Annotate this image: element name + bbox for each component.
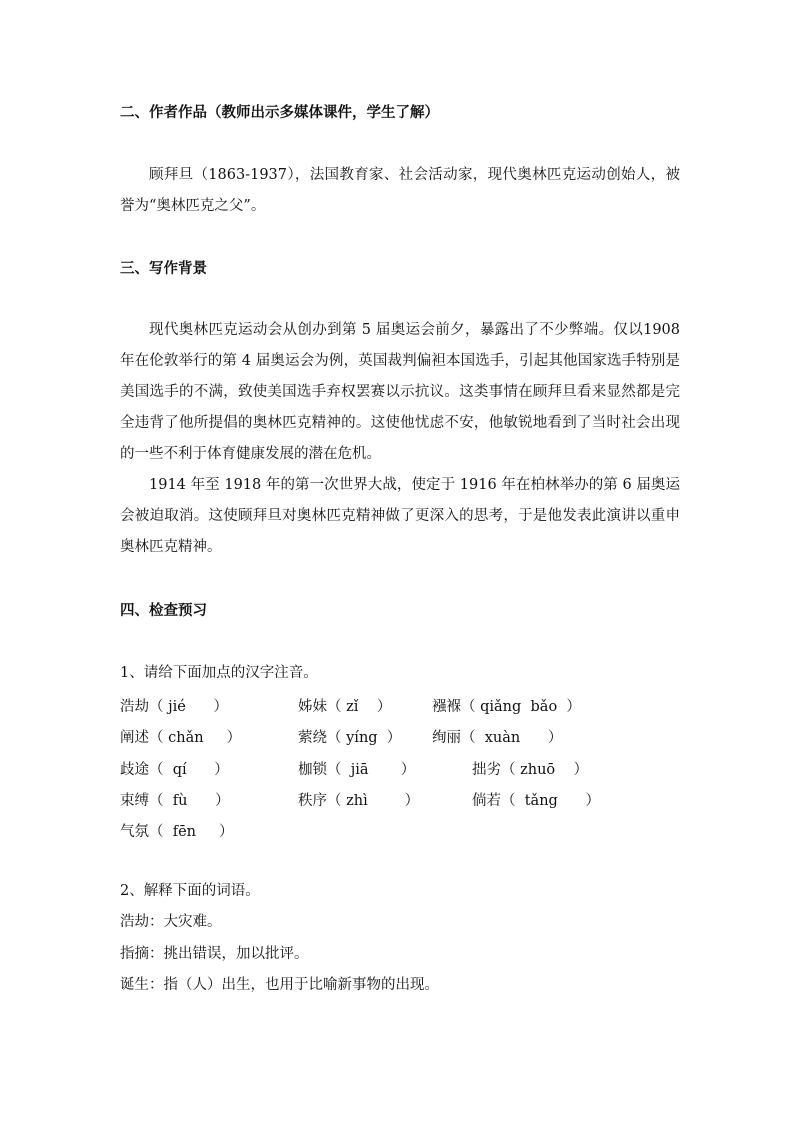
- definition-item: 诞生：指（人）出生，也用于比喻新事物的出现。: [120, 977, 439, 993]
- pinyin-item: 绚丽（ xuàn ）: [432, 730, 563, 746]
- section-4-heading: 四、检查预习: [120, 602, 207, 619]
- pinyin-row: [120, 758, 680, 780]
- pinyin-row: [120, 695, 680, 717]
- pinyin-row: [120, 789, 680, 811]
- author-bio: 顾拜旦（1863-1937），法国教育家、社会活动家，现代奥林匹克运动创始人，被誉为“奥林匹克之父”。: [120, 167, 680, 214]
- q2-prompt: 2、解释下面的词语。: [120, 883, 260, 899]
- pinyin-row: [120, 820, 680, 842]
- pinyin-item: 倘若（ tǎng ）: [472, 793, 600, 809]
- definition-item: 指摘：挑出错误，加以批评。: [120, 946, 309, 962]
- section-3-heading: 三、写作背景: [120, 260, 207, 277]
- definition-item: 浩劫：大灾难。: [120, 914, 222, 930]
- pinyin-item: 萦绕（ yíng ）: [298, 730, 402, 746]
- pinyin-item: 枷锁（ jiā ）: [298, 762, 416, 778]
- pinyin-item: 秩序（ zhì ）: [298, 793, 420, 809]
- section-2-paragraph: [120, 160, 680, 222]
- background-paragraph-1: 现代奥林匹克运动会从创办到第 5 届奥运会前夕，暴露出了不少弊端。仅以1908 年在伦敦举行的第 4 届奥运会为例，英国裁判偏袒本国选手，引起其他国家选手特别是美国选手的不满，致使美国选手弃权罢赛以示抗议。这类事情在顾拜旦看来显然都是完全违背了他所提倡的奥林匹克精神的。这使他忧虑不安，他敏锐地看到了当时社会出现的一些不利于体育健康发展的潜在危机。: [120, 322, 680, 462]
- pinyin-item: 束缚（ fù ）: [120, 793, 230, 809]
- pinyin-item: 拙劣（ zhuō ）: [472, 762, 589, 778]
- pinyin-item: 阐述（ chǎn ）: [120, 730, 242, 746]
- pinyin-item: 浩劫（ jié ）: [120, 699, 228, 715]
- section-3-body: [120, 315, 680, 563]
- q1-prompt: 1、请给下面加点的汉字注音。: [120, 665, 318, 681]
- pinyin-item: 姊妹（ zǐ ）: [298, 699, 392, 715]
- pinyin-item: 襁褓（ qiǎng bǎo ）: [432, 699, 581, 715]
- background-paragraph-2: 1914 年至 1918 年的第一次世界大战，使定于 1916 年在柏林举办的第 6 届奥运会被迫取消。这使顾拜旦对奥林匹克精神做了更深入的思考，于是他发表此演讲以重申奥林匹克精神。: [120, 477, 680, 555]
- pinyin-row: [120, 726, 680, 748]
- section-2-heading: 二、作者作品（教师出示多媒体课件，学生了解）: [120, 104, 439, 121]
- pinyin-item: 歧途（ qí ）: [120, 762, 229, 778]
- pinyin-item: 气氛（ fēn ）: [120, 824, 234, 840]
